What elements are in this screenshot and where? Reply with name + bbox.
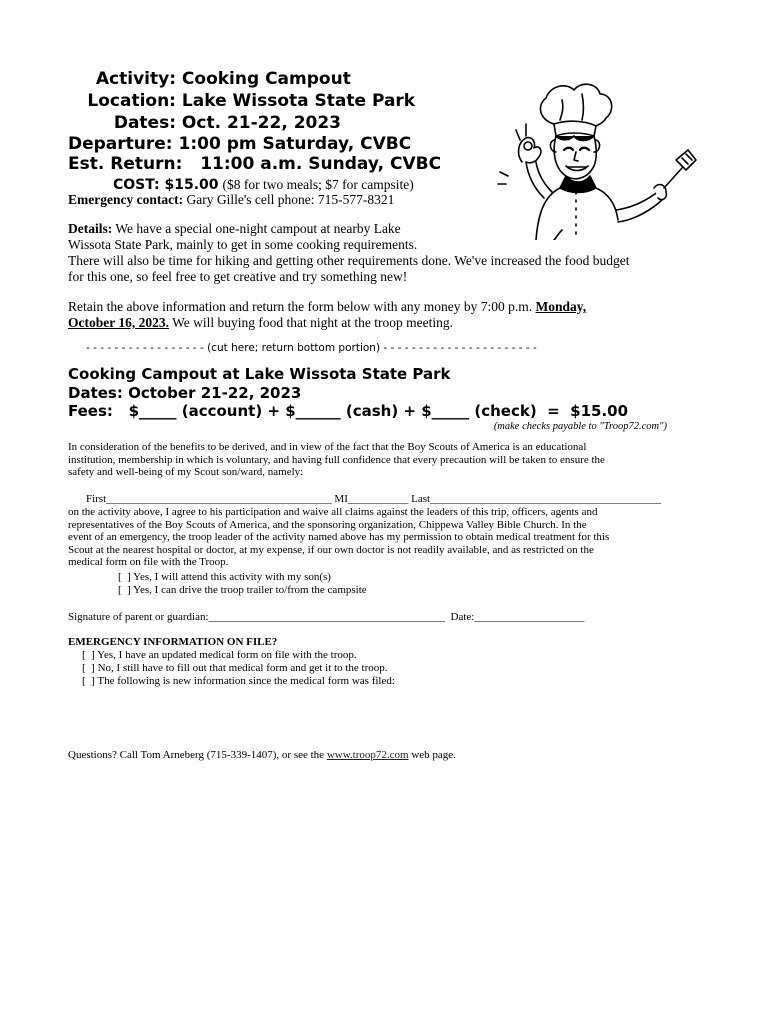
- activity-line: [68, 69, 351, 89]
- location-label: Location:: [87, 91, 176, 111]
- details-line-4: for this one, so feel free to get creative and try something new!: [68, 269, 408, 284]
- emergency-contact-value: Gary Gille's cell phone: 715-577-8321: [186, 192, 395, 207]
- return-label: Est. Return:: [68, 154, 183, 174]
- cut-line: - - - - - - - - - - - - - - - - - (cut here; return bottom portion) - - - - - - - - - - - - - - - - - - - - - -: [86, 342, 537, 354]
- cost-label: COST: $15.00: [113, 177, 219, 193]
- dates-label: Dates:: [113, 113, 176, 133]
- form-dates: Dates: October 21-22, 2023: [68, 384, 302, 402]
- emergency-option-not-filed[interactable]: [ ] No, I still have to fill out that medical form and get it to the troop.: [82, 662, 388, 674]
- retain-text-2: We will buying food that night at the troop meeting.: [172, 315, 454, 330]
- footer-text-2: web page.: [411, 749, 456, 761]
- waiver-line: on the activity above, I agree to his participation and waive all claims against the leaders of this trip, officers, agents and: [68, 506, 598, 518]
- retain-text-1: Retain the above information and return the form below with any money by 7:00 p.m.: [68, 299, 533, 314]
- waiver-line: representatives of the Boy Scouts of America, and the sponsoring organization, Chippewa Valley Bible Church. In the: [68, 518, 587, 531]
- consent-line: institution, membership in which is voluntary, and having full confidence that every precaution will be taken to ensure the: [68, 453, 605, 466]
- attend-checkbox-option[interactable]: [ ] Yes, I will attend this activity with my son(s): [118, 571, 331, 583]
- emergency-info-title: EMERGENCY INFORMATION ON FILE?: [68, 636, 278, 648]
- checks-payable-note: (make checks payable to "Troop72.com"): [493, 421, 667, 432]
- consent-line: safety and well-being of my Scout son/ward, namely:: [68, 466, 304, 479]
- departure-line: [68, 134, 411, 154]
- cost-note: ($8 for two meals; $7 for campsite): [222, 177, 414, 192]
- troop-website-link[interactable]: www.troop72.com: [326, 749, 409, 761]
- dates-line: [68, 113, 341, 133]
- drive-trailer-checkbox-option[interactable]: [ ] Yes, I can drive the troop trailer to/from the campsite: [118, 584, 367, 596]
- return-value: 11:00 a.m. Sunday, CVBC: [200, 154, 442, 174]
- details-line-1: We have a special one-night campout at nearby Lake: [115, 221, 401, 236]
- chef-illustration: [492, 80, 700, 240]
- retain-deadline-1: Monday,: [535, 299, 587, 314]
- emergency-contact-line: [68, 192, 394, 208]
- activity-value: Cooking Campout: [181, 69, 351, 89]
- details-line-3: There will also be time for hiking and getting other requirements done. We've increased the food budget: [68, 253, 630, 268]
- emergency-option-updated[interactable]: [ ] Yes, I have an updated medical form on file with the troop.: [82, 649, 357, 661]
- details-line-2: Wissota State Park, mainly to get in some cooking requirements.: [68, 237, 418, 252]
- form-fees: Fees: $_____ (account) + $______ (cash) + $_____ (check) = $15.00: [68, 402, 629, 420]
- departure-label: Departure:: [68, 134, 173, 154]
- departure-value: 1:00 pm Saturday, CVBC: [178, 134, 412, 154]
- waiver-paragraph: [68, 506, 708, 569]
- activity-label: Activity:: [95, 69, 176, 89]
- details-paragraph: [68, 221, 708, 285]
- footer-questions: [68, 749, 456, 762]
- location-value: Lake Wissota State Park: [181, 91, 416, 111]
- emergency-option-new-info[interactable]: [ ] The following is new information since the medical form was filed:: [82, 675, 395, 687]
- details-label: Details:: [68, 221, 113, 236]
- dates-value: Oct. 21-22, 2023: [181, 113, 342, 133]
- consent-paragraph: [68, 441, 708, 479]
- retain-deadline-2: October 16, 2023.: [68, 315, 169, 330]
- scout-name-fields[interactable]: First_________________________________________ MI___________ Last__________________________________________: [86, 493, 662, 505]
- emergency-contact-label: Emergency contact:: [68, 192, 184, 207]
- footer-text-1: Questions? Call Tom Arneberg (715-339-1407), or see the: [68, 749, 325, 761]
- waiver-line: Scout at the nearest hospital or doctor, at my expense, if our own doctor is not readily available, and as restricted on the: [68, 543, 594, 556]
- signature-date-line[interactable]: Signature of parent or guardian:___________________________________________ Date:____________________: [68, 611, 585, 623]
- retain-paragraph: [68, 299, 718, 331]
- location-line: [68, 91, 415, 111]
- form-title: Cooking Campout at Lake Wissota State Park: [68, 365, 451, 383]
- consent-line: In consideration of the benefits to be derived, and in view of the fact that the Boy Scouts of America is an educational: [68, 441, 587, 453]
- waiver-line: medical form on file with the Troop.: [68, 556, 229, 569]
- return-line: [68, 154, 441, 174]
- waiver-line: event of an emergency, the troop leader of the activity named above has my permission to obtain medical treatment for this: [68, 531, 610, 544]
